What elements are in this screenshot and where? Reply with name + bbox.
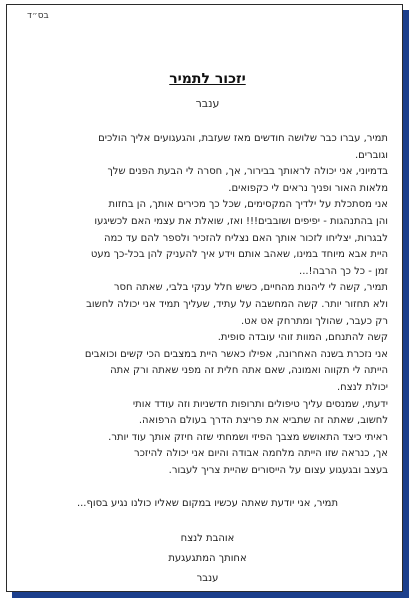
body-line: הייתה לי תקווה ואמונה, שאם אתה חלית זה מפני שאתה ורק אתה [110,365,388,377]
body-line: בדמיוני, אני יכולה לראותך בבירור, אך, חסרה לי הבעת הפנים שלך [107,166,388,178]
closing-line: תמיר, אני יודעת שאתה עכשיו במקום שאליו כולנו נגיע בסוף... [76,498,339,509]
body-line: בעצב ובגעגוע עצום על הייסורים שהיית צריך לעבור. [168,464,388,476]
signature-name: ענבר [196,573,219,584]
signature-line-2: אחותך המתגעגעת [168,553,247,564]
body-line: ולא תחזור יותר. קשה המחשבה על עתיד, שעליך תמיד אני יכולה לחשוב [86,298,388,310]
body-line: לחשוב, שאתה זה שתביא את פריצת הדרך בעולם הרפואה. [138,415,388,427]
body-line: ידעתי, שמנסים עליך טיפולים ותרופות חדשניות וזה עודד אותי [132,398,388,410]
body-line: היית אבא מיוחד במינו, שאהב אותם וידע איך להעניק להן בכל-כך מעט [90,249,388,261]
body-line: אך, כנראה שזו הייתה מלחמה אבודה והיום אני יכולה להיזכר [134,448,388,460]
letter-author: ענבר [195,97,220,110]
body-line: זמן - כל כך הרבה!... [299,265,388,277]
letter-content [27,11,388,583]
letter-body [27,131,388,479]
body-line: ראיתי כיצד התאושש מצבך הפיזי ושמחתי שזה חיזק אותך עוד יותר. [108,431,388,443]
signature-line-1: אוהבת לנצח [180,533,235,544]
body-line: יכולת לנצח. [336,381,388,393]
body-line: רק כעבר, שהולך ומתרחק אט אט. [240,315,388,327]
signature-block [27,529,388,589]
header-bsd: בס״ד [27,11,49,21]
letter-title: יזכור לתמיר [169,71,246,87]
letter-page [6,4,403,592]
body-line: אני מסתכלת על ילדיך המקסימים, שכל כך מכירים אותך, הן בחזות [108,199,388,211]
body-line: לבגרות, יצליחו לזכור אותך האם נצליח להזכיר ולספר להם עד כמה [103,232,388,244]
body-line: מלאות האור ופניך נראים לי כקפואים. [228,182,388,194]
body-line: תמיר, קשה לי ליהנות מהחיים, כשיש חלל ענקי בלבי, שאתה חסר [113,282,388,294]
body-line: תמיר, עברו כבר שלושה חודשים מאז שעזבת, והגעגועים אליך הולכים [98,133,388,144]
body-line: קשה להתנחם, המוות זוהי עובדה סופית. [217,332,388,344]
body-line: אני נזכרת בשנה האחרונה, אפילו כאשר היית במצבים הכי קשים וכואבים [84,348,388,360]
body-line: וגוברים. [354,149,388,161]
body-line: והן בהתנהגות - יפיפים ושובבים!!! ואז, שואלת את עצמי האם לכשיגעו [94,215,388,227]
